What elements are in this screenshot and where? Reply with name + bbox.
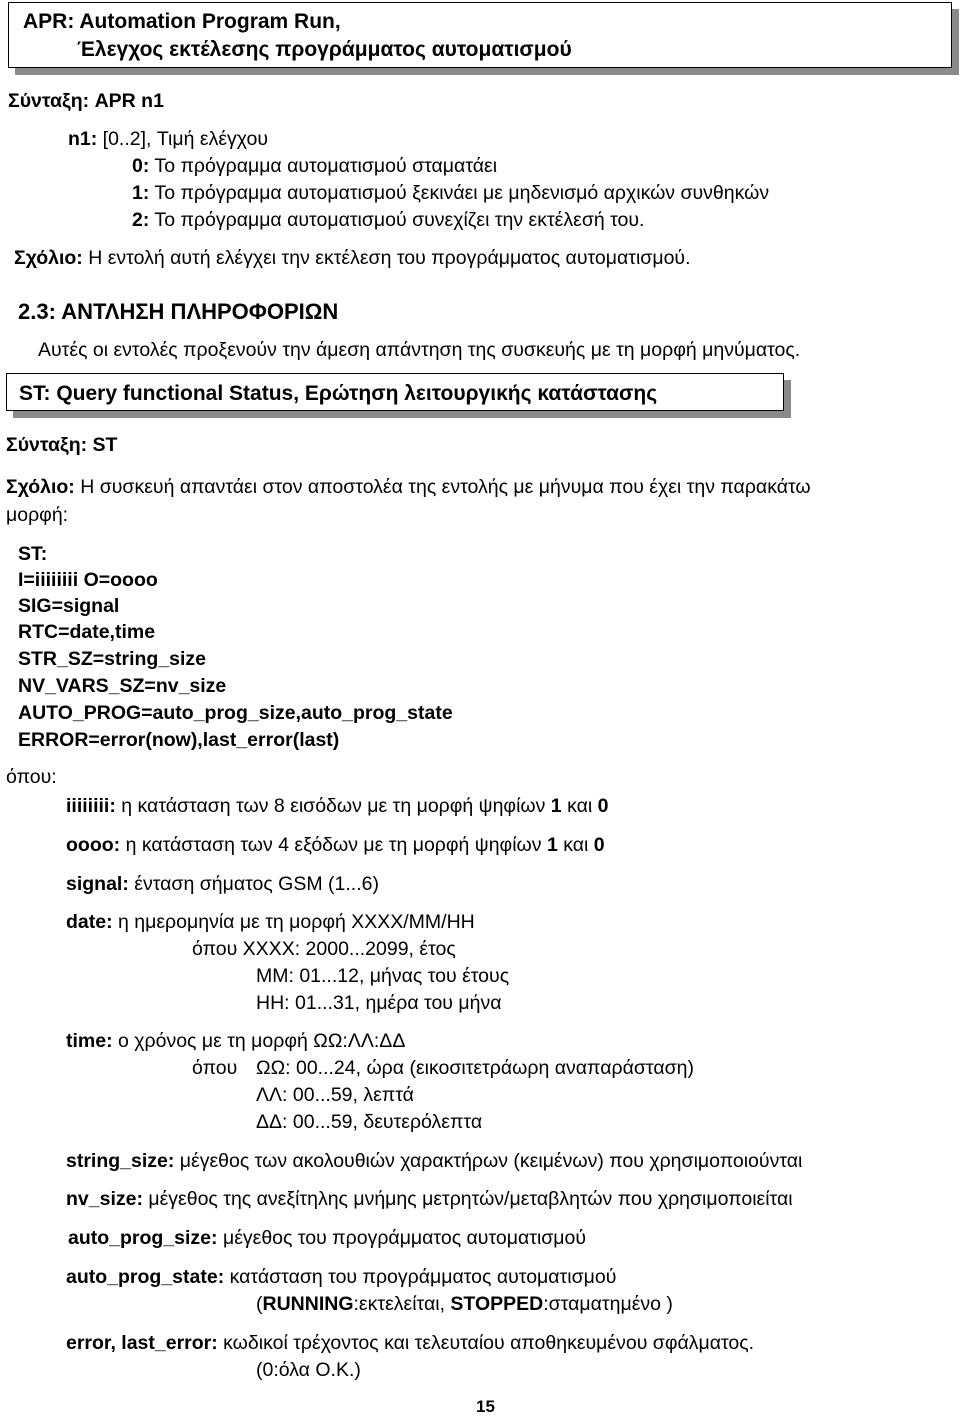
section-heading: 2.3: ΑΝΤΛΗΣΗ ΠΛΗΡΟΦΟΡΙΩΝ [18,299,339,324]
def-nv-size: nv_size: μέγεθος της ανεξίτηλης μνήμης μετρητών/μεταβλητών που χρησιμοποιείται [66,1188,793,1210]
def-inputs: iiiiiiii: η κατάσταση των 8 εισόδων με τη μορφή ψηφίων 1 και 0 [66,795,609,817]
apr-comment-label: Σχόλιο: [14,247,83,269]
apr-syntax-value: APR n1 [94,90,164,112]
def-time-sub2: ΛΛ: 00...59, λεπτά [256,1084,414,1106]
def-error-sub: (0:όλα Ο.Κ.) [256,1359,361,1381]
section-intro: Αυτές οι εντολές προξενούν την άμεση απάντηση της συσκευής με τη μορφή μηνύματος. [38,339,801,361]
def-auto-prog-state: auto_prog_state: κατάσταση του προγράμματος αυτοματισμού [66,1266,617,1288]
def-auto-prog-size: auto_prog_size: μέγεθος του προγράμματος αυτοματισμού [68,1227,587,1249]
apr-syntax [8,92,164,112]
def-error: error, last_error: κωδικοί τρέχοντος και τελευταίου αποθηκευμένου σφάλματος. [66,1332,755,1354]
def-signal: signal: ένταση σήματος GSM (1...6) [66,873,379,895]
apr-param-desc: [0..2], Τιμή ελέγχου [102,128,268,150]
response-line-2: SIG=signal [18,595,120,617]
response-line-4: STR_SZ=string_size [18,648,207,670]
def-time: time: ο χρόνος με τη μορφή ΩΩ:ΛΛ:ΔΔ [66,1030,406,1052]
apr-param-label: n1: [68,128,98,150]
response-line-6: AUTO_PROG=auto_prog_size,auto_prog_state [18,702,453,724]
response-line-5: NV_VARS_SZ=nv_size [18,675,227,697]
apr-option-2: 2: Το πρόγραμμα αυτοματισμού συνεχίζει την εκτέλεσή του. [132,209,645,231]
def-string-size: string_size: μέγεθος των ακολουθιών χαρακτήρων (κειμένων) που χρησιμοποιούνται [66,1150,803,1172]
def-date-sub2: MM: 01...12, μήνας του έτους [256,965,510,987]
apr-comment-text: Η εντολή αυτή ελέγχει την εκτέλεση του προγράμματος αυτοματισμού. [88,247,691,269]
st-title: ST: Query functional Status, Ερώτηση λειτουργικής κατάστασης [19,382,658,405]
response-line-7: ERROR=error(now),last_error(last) [18,729,340,751]
def-date-sub3: HH: 01...31, ημέρα του μήνα [256,992,502,1014]
apr-syntax-label: Σύνταξη: [8,90,90,112]
def-time-sub1: ΩΩ: 00...24, ώρα (εικοσιτετράωρη αναπαράσταση) [256,1057,694,1079]
apr-title-line1: APR: Automation Program Run, [23,10,341,33]
def-time-sub3: ΔΔ: 00...59, δευτερόλεπτα [256,1111,483,1133]
st-comment-line1: Η συσκευή απαντάει στον αποστολέα της εντολής με μήνυμα που έχει την παρακάτω [80,476,811,498]
st-comment-label: Σχόλιο: [6,476,75,498]
def-auto-prog-state-values: (RUNNING:εκτελείται, STOPPED:σταματημένο ) [256,1293,673,1315]
def-time-where: όπου [192,1057,238,1079]
apr-title-line2: Έλεγχος εκτέλεσης προγράμματος αυτοματισμού [77,38,572,61]
page-number: 15 [476,1397,495,1416]
apr-option-0: 0: Το πρόγραμμα αυτοματισμού σταματάει [132,155,498,177]
st-title-box [6,373,784,411]
response-line-3: RTC=date,time [18,621,156,643]
st-syntax: Σύνταξη: ST [6,434,118,456]
apr-comment [14,249,691,269]
where-label: όπου: [6,766,57,788]
def-outputs: oooo: η κατάσταση των 4 εξόδων με τη μορφή ψηφίων 1 και 0 [66,834,605,856]
response-line-1: I=iiiiiiii O=oooo [18,569,158,591]
apr-title-box [8,2,952,68]
response-line-0: ST: [18,543,48,565]
apr-option-1: 1: Το πρόγραμμα αυτοματισμού ξεκινάει με μηδενισμό αρχικών συνθηκών [132,182,770,204]
st-comment [6,478,811,498]
def-date-sub1: όπου XXXX: 2000...2099, έτος [192,938,456,960]
def-date: date: η ημερομηνία με τη μορφή XXXX/MM/HH [66,911,475,933]
st-comment-line2: μορφή: [6,504,69,526]
apr-param [68,130,268,150]
